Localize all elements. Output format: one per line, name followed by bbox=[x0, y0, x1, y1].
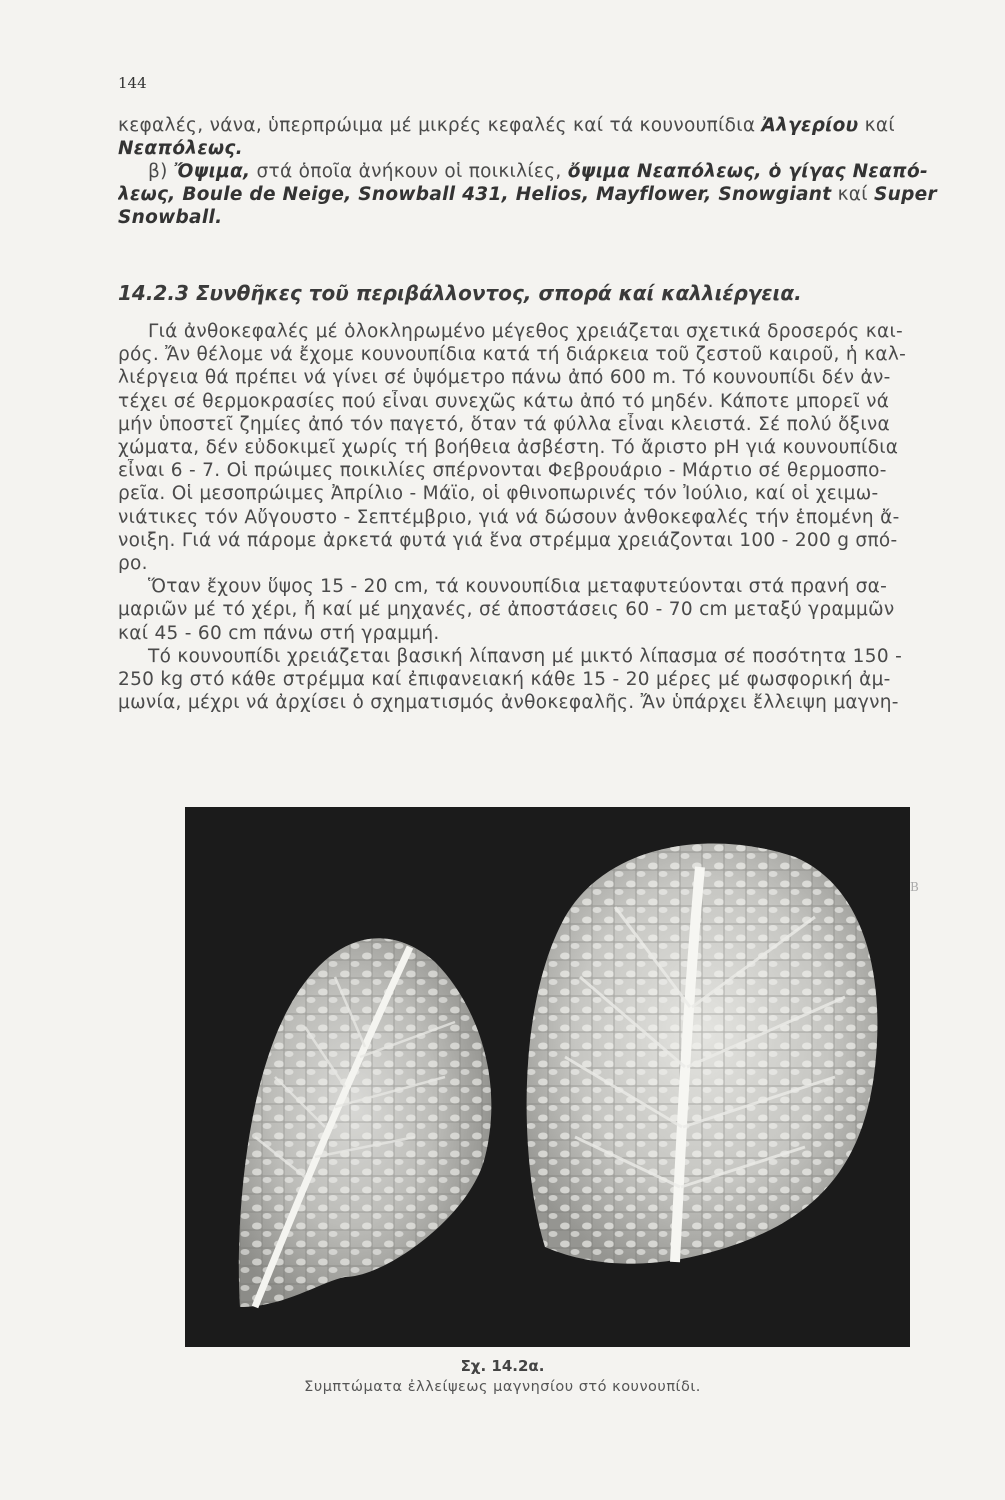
body-line: καί 45 - 60 cm πάνω στή γραμμή. bbox=[118, 622, 440, 644]
intro-line-5: Snowball. bbox=[118, 207, 223, 228]
intro-line-3: β) Ὄψιμα, στά ὁποῖα ἀνήκουν οἱ ποικιλίες, ὄψιμα Νεαπόλεως, ὁ γίγας Νεαπό- bbox=[148, 161, 928, 182]
body-line: νοιξη. Γιά νά πάρομε ἀρκετά φυτά γιά ἕνα στρέμμα χρειάζονται 100 - 200 g σπό- bbox=[118, 529, 898, 551]
intro-line-1: κεφαλές, νάνα, ὑπερπρώιμα μέ μικρές κεφαλές καί τά κουνουπίδια Ἀλγερίου καί bbox=[118, 115, 895, 136]
body-line: ρός. Ἄν θέλομε νά ἔχομε κουνουπίδια κατά τή διάρκεια τοῦ ζεστοῦ καιροῦ, ἡ καλ- bbox=[118, 344, 907, 366]
intro-line-2: Νεαπόλεως. bbox=[118, 138, 243, 159]
margin-mark: B bbox=[910, 880, 919, 894]
section-heading: 14.2.3 Συνθῆκες τοῦ περιβάλλοντος, σπορά καί καλλιέργεια. bbox=[118, 281, 802, 305]
body-text bbox=[118, 320, 956, 714]
body-line: τέχει σέ θερμοκρασίες πού εἶναι συνεχῶς κάτω ἀπό τό μηδέν. Κάποτε μπορεῖ νά bbox=[118, 390, 890, 412]
body-line: 250 kg στό κάθε στρέμμα καί ἐπιφανειακή κάθε 15 - 20 μέρες μέ φωσφορική ἀμ- bbox=[118, 669, 891, 691]
intro-line-4: λεως, Boule de Neige, Snowball 431, Helios, Mayflower, Snowgiant καί Super bbox=[118, 184, 937, 205]
figure-caption: Συμπτώματα ἐλλείψεως μαγνησίου στό κουνουπίδι. bbox=[304, 1379, 701, 1395]
body-line: εἶναι 6 - 7. Οἱ πρώιμες ποικιλίες σπέρνονται Φεβρουάριο - Μάρτιο σέ θερμοσπο- bbox=[118, 460, 887, 482]
body-line: ρεῖα. Οἱ μεσοπρώιμες Ἀπρίλιο - Μάϊο, οἱ φθινοπωρινές τόν Ἰούλιο, καί οἱ χειμω- bbox=[118, 483, 879, 505]
body-line: χώματα, δέν εὐδοκιμεῖ χωρίς τή βοήθεια ἀσβέστη. Τό ἄριστο pH γιά κουνουπίδια bbox=[118, 437, 899, 459]
body-line: νιάτικες τόν Αὔγουστο - Σεπτέμβριο, γιά νά δώσουν ἀνθοκεφαλές τήν ἑπομένη ἄ- bbox=[118, 506, 900, 528]
figure-photo-cauliflower-leaves bbox=[185, 807, 910, 1347]
intro-paragraph bbox=[118, 114, 956, 229]
figure-label: Σχ. 14.2α. bbox=[460, 1357, 545, 1375]
body-line: Γιά ἀνθοκεφαλές μέ ὁλοκληρωμένο μέγεθος χρειάζεται σχετικά δροσερός και- bbox=[148, 321, 903, 342]
body-line: λιέργεια θά πρέπει νά γίνει σέ ὑψόμετρο πάνω ἀπό 600 m. Τό κουνουπίδι δέν ἀν- bbox=[118, 367, 891, 389]
body-line: ρο. bbox=[118, 553, 148, 575]
body-line: Τό κουνουπίδι χρειάζεται βασική λίπανση μέ μικτό λίπασμα σέ ποσότητα 150 - bbox=[148, 645, 903, 667]
page-number: 144 bbox=[118, 74, 147, 92]
body-line: μωνία, μέχρι νά ἀρχίσει ὁ σχηματισμός ἀνθοκεφαλῆς. Ἄν ὑπάρχει ἔλλειψη μαγνη- bbox=[118, 692, 899, 714]
body-line: μήν ὑποστεῖ ζημίες ἀπό τόν παγετό, ὅταν τά φύλλα εἶναι κλειστά. Σέ πολύ ὄξινα bbox=[118, 413, 891, 435]
body-line: Ὅταν ἔχουν ὕψος 15 - 20 cm, τά κουνουπίδια μεταφυτεύονται στά πρανή σα- bbox=[148, 576, 888, 598]
body-line: μαριῶν μέ τό χέρι, ἤ καί μέ μηχανές, σέ ἀποστάσεις 60 - 70 cm μεταξύ γραμμῶν bbox=[118, 599, 895, 621]
